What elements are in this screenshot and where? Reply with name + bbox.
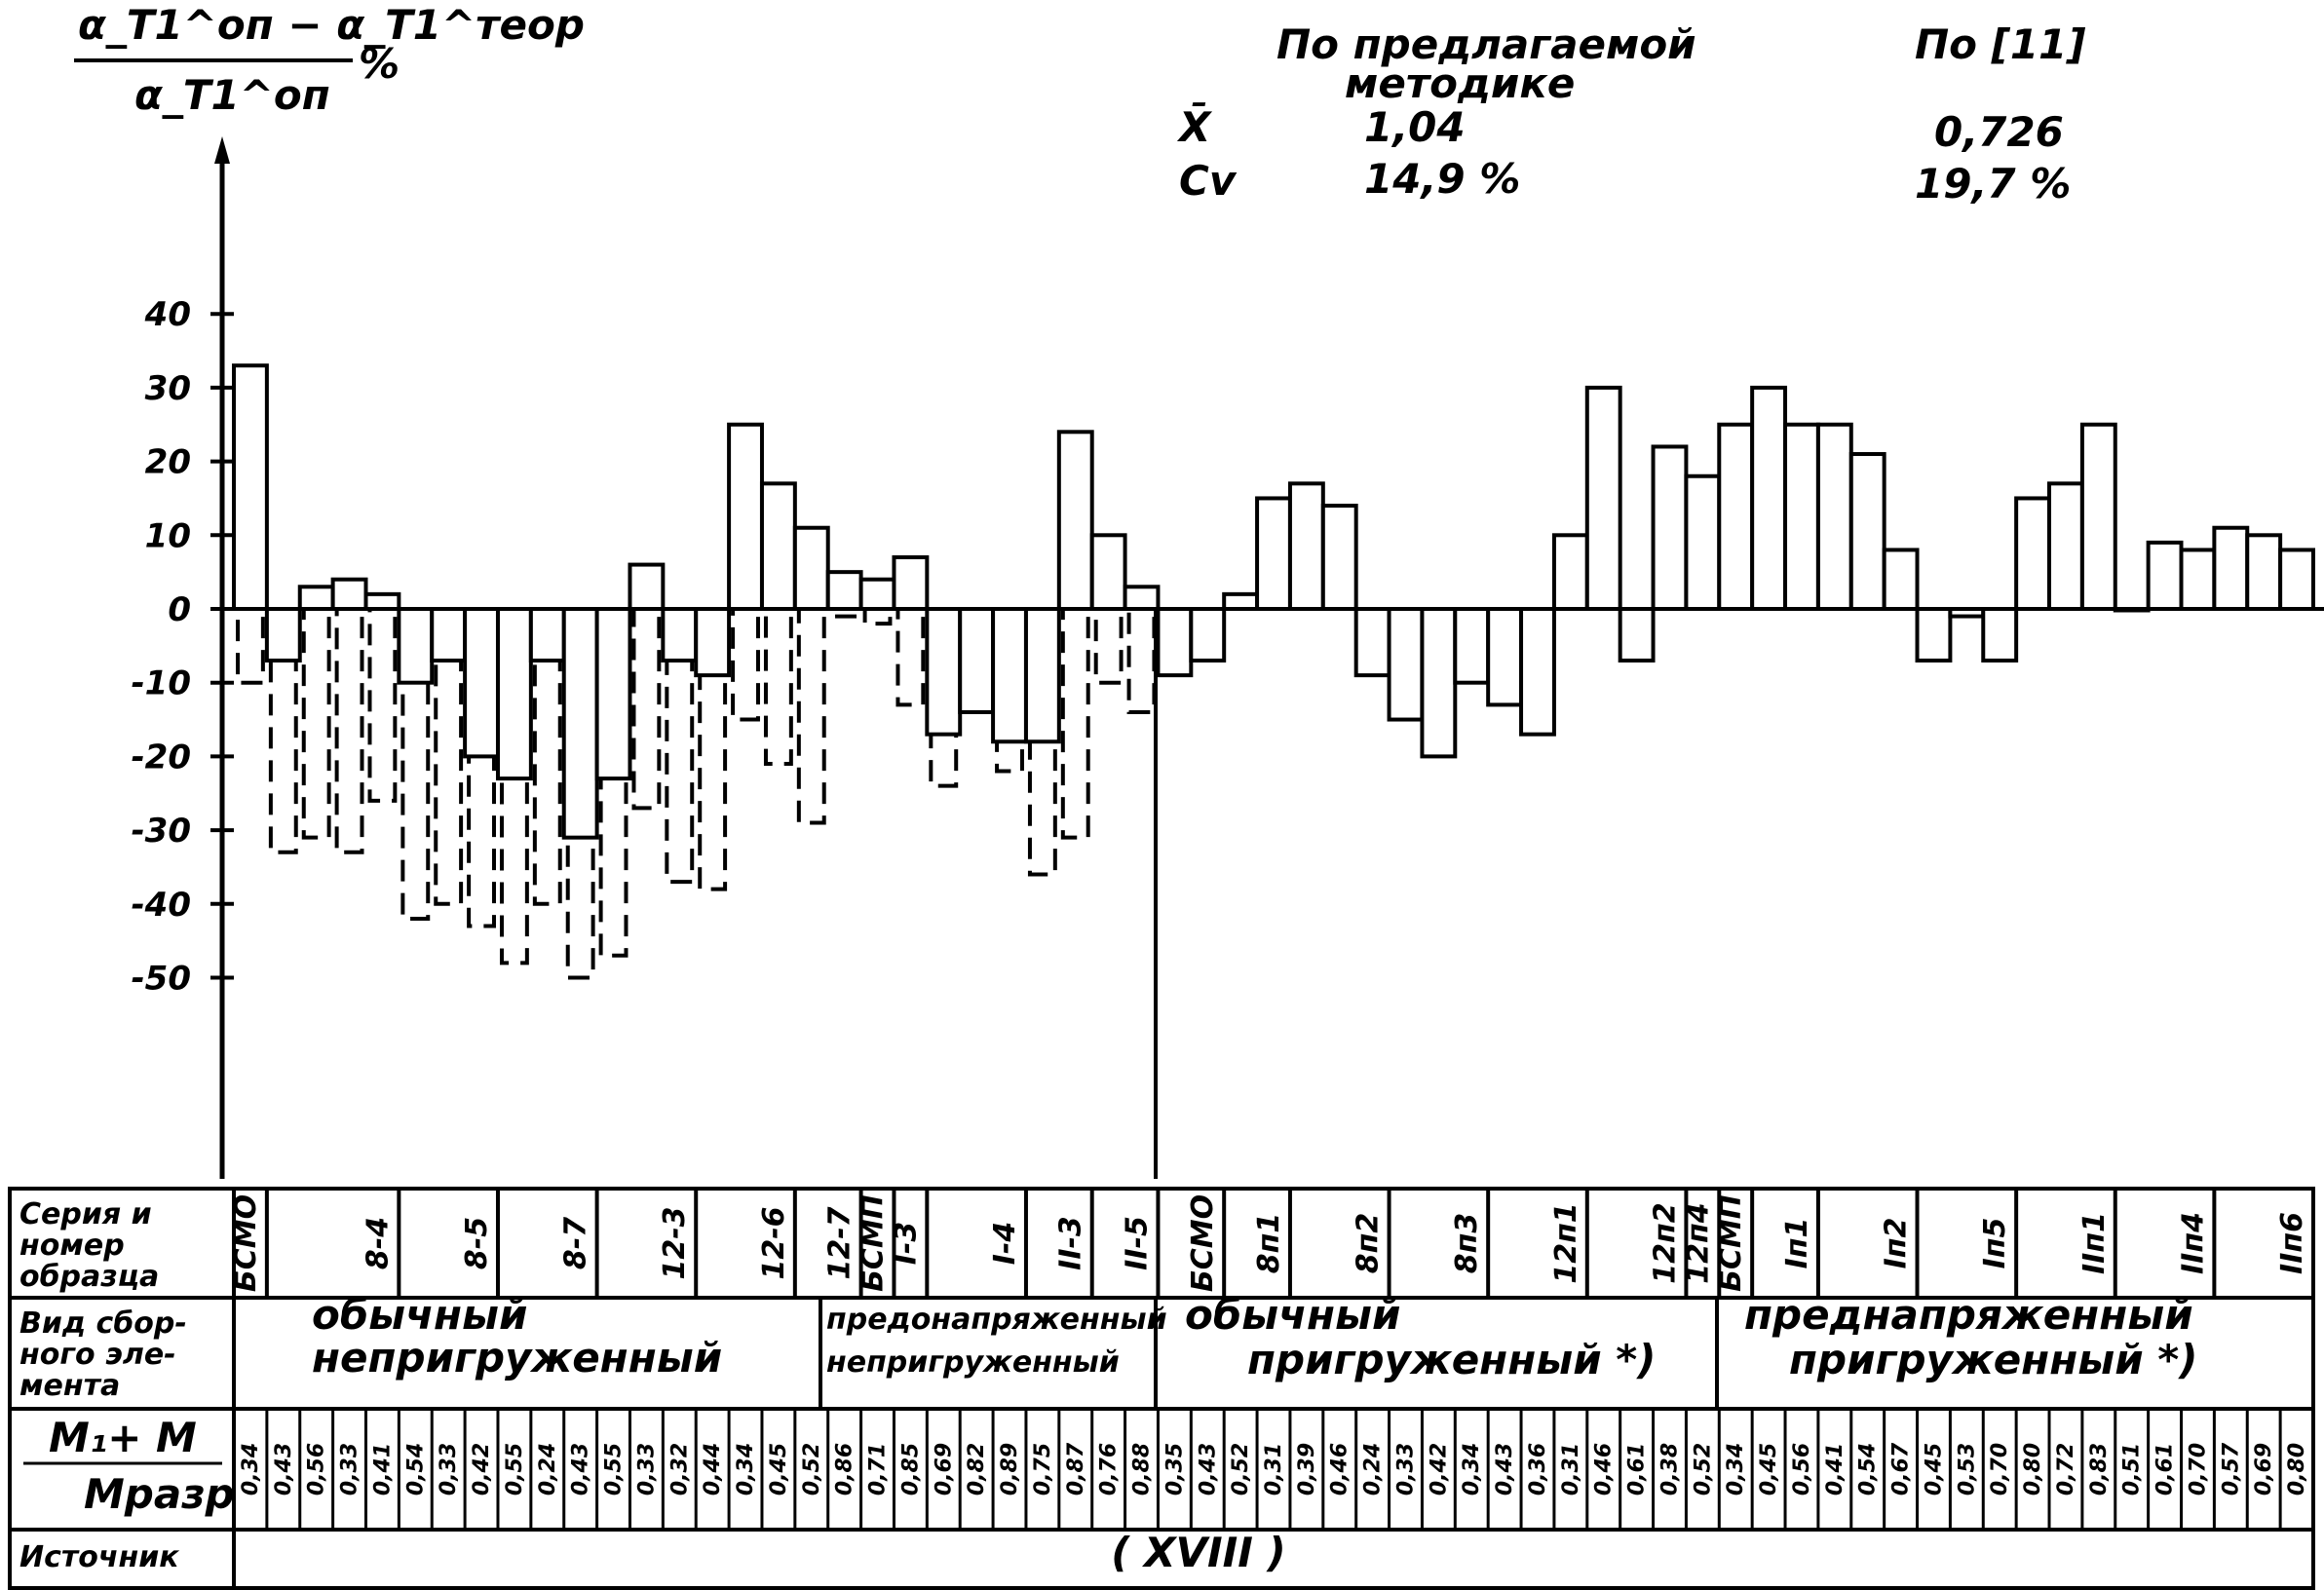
ratio-cell-value: 0,33 (437, 1442, 462, 1496)
bar-solid (1950, 609, 1983, 617)
ratio-cell-value: 0,72 (2053, 1442, 2078, 1496)
bar-solid (2182, 549, 2215, 609)
bar-dashed (238, 609, 263, 683)
bar-solid (300, 587, 333, 609)
row-label-series-line2: номер (19, 1229, 125, 1263)
y-tick-label: 10 (144, 516, 191, 556)
ratio-cell-value: 0,33 (337, 1442, 362, 1496)
stats-col1-header-line1: По предлагаемой (1276, 20, 1696, 68)
bar-solid (1059, 432, 1092, 609)
bar-dashed (304, 609, 329, 838)
ratio-cell-value: 0,46 (1591, 1442, 1617, 1496)
series-cell-label: 12п1 (1548, 1202, 1583, 1284)
bar-solid (696, 609, 729, 675)
ratio-cell-value: 0,80 (2021, 1442, 2046, 1496)
ratio-cell-value: 0,85 (898, 1442, 924, 1496)
stats-col1-header-line2: методике (1345, 59, 1576, 107)
bar-solid (1719, 425, 1752, 609)
series-cell-label: II-3 (1053, 1216, 1088, 1270)
ratio-cell-value: 0,86 (832, 1442, 857, 1496)
bar-solid (1390, 609, 1423, 720)
series-cell-label: IIп1 (2076, 1212, 2112, 1274)
bar-dashed (897, 609, 923, 704)
bar-solid (729, 425, 762, 609)
bar-solid (1554, 535, 1587, 609)
ratio-cell-value: 0,54 (403, 1442, 429, 1496)
bar-solid (2149, 543, 2182, 609)
stats-row-cv-label: Cv (1179, 157, 1237, 205)
ratio-cell-value: 0,34 (1460, 1442, 1485, 1496)
bar-solid (399, 609, 432, 683)
ratio-cell-value: 0,52 (1691, 1442, 1716, 1496)
series-cell-label: БСМП (1714, 1194, 1749, 1292)
y-tick-label: -50 (131, 959, 191, 999)
ratio-cell-value: 0,53 (1955, 1442, 1980, 1496)
bar-solid (960, 609, 993, 712)
ratio-cell-value: 0,89 (998, 1442, 1023, 1496)
bar-solid (1455, 609, 1488, 683)
ratio-cell-value: 0,42 (470, 1442, 495, 1496)
series-cell-label: БСМП (856, 1194, 891, 1292)
bar-solid (927, 609, 960, 735)
bar-solid (2115, 609, 2149, 611)
ratio-cell-value: 0,41 (370, 1442, 396, 1496)
row-label-ratio-denominator: Mразр (84, 1470, 235, 1518)
bar-dashed (633, 609, 659, 808)
stats-row-mean-v2: 0,726 (1934, 108, 2064, 156)
row-label-series-line3: образца (19, 1260, 160, 1294)
data-table (10, 1189, 2313, 1588)
ratio-cell-value: 0,83 (2086, 1442, 2112, 1496)
bar-solid (1224, 594, 1257, 609)
y-axis-ticks (132, 295, 234, 998)
bar-solid (894, 557, 927, 609)
ratio-cell-value: 0,61 (2153, 1442, 2178, 1496)
series-cell-label: IIп4 (2176, 1212, 2211, 1274)
bar-solid (2214, 528, 2247, 609)
bar-dashed (733, 609, 758, 720)
ratio-cell-value: 0,43 (271, 1442, 296, 1496)
kind-3-line1: обычный (1185, 1291, 1401, 1339)
ratio-cell-value: 0,69 (932, 1442, 957, 1496)
y-axis-title-unit: % (359, 40, 400, 88)
bar-solid (531, 609, 564, 661)
bar-solid (333, 580, 366, 609)
bar-dashed (1096, 609, 1122, 683)
bar-solid (2280, 549, 2313, 609)
y-tick-label: 20 (144, 442, 191, 482)
kind-3-line2: пригруженный *) (1247, 1336, 1657, 1383)
y-tick-label: -10 (131, 663, 191, 703)
series-cell-label: 12-3 (658, 1206, 693, 1280)
y-axis-title (74, 1, 585, 119)
ratio-cell-value: 0,43 (1196, 1442, 1221, 1496)
row-label-source: Источник (19, 1540, 179, 1574)
y-axis-arrow (214, 136, 230, 164)
series-cell-label: БСМО (228, 1193, 263, 1293)
bar-solid (1356, 609, 1390, 675)
y-tick-label: -20 (131, 738, 191, 777)
series-cell-label: Iп2 (1879, 1217, 1914, 1269)
bar-dashed (1063, 609, 1088, 838)
bar-dashed (337, 609, 362, 852)
bar-solid (1026, 609, 1059, 741)
ratio-cell-value: 0,24 (1360, 1442, 1386, 1496)
bar-solid (828, 572, 861, 609)
bar-dashed (766, 609, 791, 764)
bar-solid (2016, 498, 2049, 609)
row-label-kind-line3: мента (19, 1369, 121, 1403)
series-cell-label: 12п4 (1681, 1202, 1716, 1284)
bar-solid (1257, 498, 1290, 609)
stats-block (1176, 20, 2085, 208)
ratio-cell-value: 0,87 (1063, 1442, 1088, 1496)
bar-solid (629, 565, 663, 609)
series-cell-label: Iп1 (1779, 1217, 1814, 1269)
ratio-cell-value: 0,45 (1757, 1442, 1782, 1496)
series-cell-label: I-3 (889, 1221, 924, 1266)
ratio-cell-value: 0,70 (2186, 1442, 2211, 1496)
ratio-cell-value: 0,38 (1657, 1442, 1683, 1496)
row-label-kind-line2: ного эле- (19, 1338, 176, 1372)
source-value: ( XVIII ) (1111, 1529, 1286, 1576)
bar-solid (1752, 388, 1785, 609)
ratio-cell-value: 0,31 (1262, 1442, 1286, 1496)
kind-1-line2: непригруженный (312, 1334, 723, 1382)
series-cell-label: 8-5 (459, 1216, 494, 1270)
bar-dashed (799, 609, 824, 823)
bar-solid (1818, 425, 1851, 609)
series-cell-label: II-5 (1120, 1216, 1155, 1270)
kind-4-line2: пригруженный *) (1789, 1336, 2198, 1383)
series-cell-label: 8-4 (361, 1216, 396, 1270)
ratio-cells (234, 1409, 2309, 1530)
ratio-cell-value: 0,31 (1558, 1442, 1583, 1496)
ratio-cell-value: 0,80 (2285, 1442, 2310, 1496)
ratio-cell-value: 0,24 (535, 1442, 560, 1496)
bar-solid (1686, 476, 1719, 609)
ratio-cell-value: 0,56 (1789, 1442, 1814, 1496)
bar-solid (498, 609, 531, 778)
ratio-cell-value: 0,55 (502, 1442, 527, 1496)
bar-solid (1488, 609, 1521, 704)
series-label-cells (229, 1189, 2309, 1298)
ratio-cell-value: 0,33 (634, 1442, 660, 1496)
bar-solid (365, 594, 399, 609)
ratio-cell-value: 0,61 (1624, 1442, 1650, 1496)
ratio-cell-value: 0,82 (965, 1442, 990, 1496)
bar-solid (1323, 506, 1356, 609)
ratio-cell-value: 0,39 (1294, 1442, 1319, 1496)
bar-solid (795, 528, 828, 609)
bar-dashed (1129, 609, 1155, 712)
y-tick-label: -40 (131, 885, 191, 925)
series-cell-label: IIп6 (2275, 1212, 2309, 1274)
bar-dashed (369, 609, 395, 801)
row-label-series-line1: Серия и (19, 1197, 152, 1231)
ratio-cell-value: 0,71 (865, 1442, 891, 1496)
stats-row-mean-v1: 1,04 (1364, 103, 1466, 151)
kind-2-line1: предонапряженный (826, 1303, 1167, 1337)
bar-solid (597, 609, 630, 778)
series-cell-label: I-4 (987, 1221, 1022, 1266)
series-cell-label: 8п2 (1351, 1212, 1386, 1274)
bar-solid (1290, 483, 1323, 609)
bar-solid (1885, 549, 1918, 609)
bar-solid (2082, 425, 2115, 609)
ratio-cell-value: 0,52 (799, 1442, 824, 1496)
row-label-ratio-numerator: M₁+ M (49, 1414, 197, 1461)
y-tick-label: 40 (144, 295, 191, 335)
bar-solid (1422, 609, 1455, 756)
bar-solid (993, 609, 1026, 741)
bar-solid (762, 483, 795, 609)
series-cell-label: 8п3 (1450, 1212, 1485, 1274)
ratio-cell-value: 0,44 (701, 1442, 726, 1496)
ratio-cell-value: 0,42 (1427, 1442, 1452, 1496)
bar-solid (1918, 609, 1951, 661)
series-cell-label: 12п2 (1648, 1202, 1683, 1284)
ratio-cell-value: 0,43 (568, 1442, 593, 1496)
ratio-cell-value: 0,35 (1162, 1442, 1188, 1496)
bar-solid (1191, 609, 1224, 661)
ratio-cell-value: 0,57 (2219, 1442, 2244, 1496)
bar-solid (2247, 535, 2280, 609)
y-tick-label: 30 (144, 368, 191, 408)
bar-solid (1851, 454, 1885, 609)
ratio-cell-value: 0,56 (304, 1442, 329, 1496)
ratio-cell-value: 0,34 (1724, 1442, 1749, 1496)
series-cell-label: 12-7 (822, 1206, 857, 1280)
ratio-cell-value: 0,46 (1327, 1442, 1352, 1496)
ratio-cell-value: 0,55 (601, 1442, 627, 1496)
stats-row-cv-v2: 19,7 % (1915, 160, 2072, 208)
stats-col2-header: По [11] (1915, 20, 2086, 68)
ratio-cell-value: 0,41 (1822, 1442, 1848, 1496)
bar-solid (1125, 587, 1159, 609)
y-axis-title-numerator: α_T1^оп − α_T1^теор (78, 1, 585, 49)
ratio-cell-value: 0,75 (1030, 1442, 1055, 1496)
y-tick-label: -30 (131, 812, 191, 852)
kind-2-line2: непригруженный (826, 1345, 1120, 1380)
bar-dashed (865, 609, 891, 624)
y-axis-title-denominator: α_T1^оп (134, 71, 330, 119)
bar-solid (1587, 388, 1620, 609)
ratio-cell-value: 0,76 (1096, 1442, 1122, 1496)
bar-solid (564, 609, 597, 838)
bar-solid (1983, 609, 2016, 661)
bar-solid (1785, 425, 1818, 609)
bar-solid (861, 580, 895, 609)
kind-4-line1: преднапряженный (1744, 1291, 2193, 1339)
row-label-kind-line1: Вид сбор- (19, 1306, 187, 1341)
ratio-cell-value: 0,34 (734, 1442, 759, 1496)
bar-solid (234, 365, 267, 609)
series-cell-label: 12-6 (756, 1206, 791, 1280)
bar-solid (1521, 609, 1554, 735)
bar-solid (432, 609, 465, 661)
ratio-cell-value: 0,52 (1229, 1442, 1254, 1496)
ratio-cell-value: 0,51 (2119, 1442, 2145, 1496)
bar-solid (1620, 609, 1654, 661)
bar-solid (2049, 483, 2082, 609)
ratio-cell-value: 0,88 (1129, 1442, 1155, 1496)
ratio-cell-value: 0,32 (667, 1442, 693, 1496)
ratio-cell-value: 0,70 (1988, 1442, 2013, 1496)
series-cell-label: БСМО (1186, 1193, 1221, 1293)
series-cell-label: 8-7 (558, 1216, 593, 1270)
ratio-cell-value: 0,45 (1922, 1442, 1947, 1496)
stats-row-cv-v1: 14,9 % (1364, 155, 1521, 203)
ratio-cell-value: 0,43 (1493, 1442, 1518, 1496)
ratio-cell-value: 0,34 (238, 1442, 263, 1496)
series-cell-label: Iп5 (1978, 1217, 2013, 1269)
y-tick-label: 0 (168, 590, 191, 629)
series-cell-label: 8п1 (1251, 1212, 1286, 1274)
ratio-cell-value: 0,33 (1393, 1442, 1419, 1496)
kind-1-line1: обычный (312, 1291, 528, 1339)
bar-solid (663, 609, 696, 661)
ratio-cell-value: 0,69 (2252, 1442, 2277, 1496)
ratio-cell-value: 0,45 (766, 1442, 791, 1496)
bar-solid (1092, 535, 1125, 609)
bar-solid (465, 609, 498, 756)
stats-row-mean-label: X̄ (1179, 103, 1211, 151)
ratio-cell-value: 0,67 (1888, 1442, 1914, 1496)
bar-solid (267, 609, 300, 661)
series-solid (234, 365, 2313, 837)
bar-solid (1158, 609, 1191, 675)
ratio-cell-value: 0,36 (1525, 1442, 1550, 1496)
bar-solid (1654, 446, 1687, 609)
ratio-cell-value: 0,54 (1855, 1442, 1881, 1496)
